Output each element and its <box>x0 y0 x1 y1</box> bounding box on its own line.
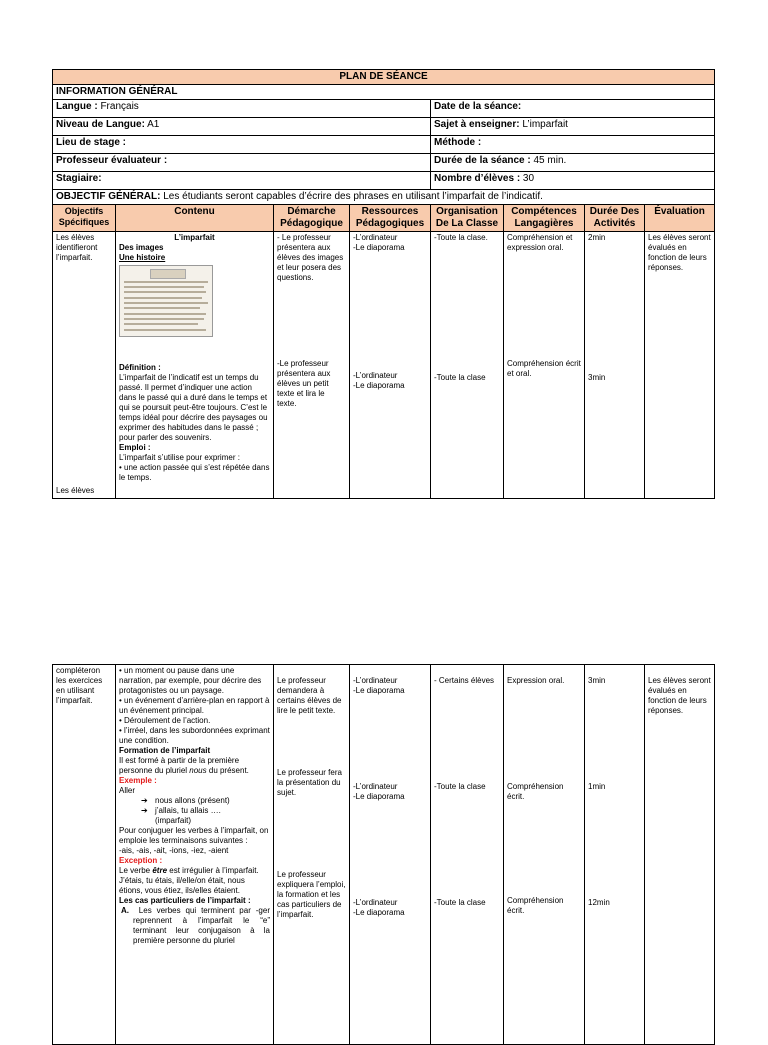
aller-text: Aller <box>119 786 136 795</box>
ressources-cell <box>350 232 431 499</box>
arrow-line-2: ➔ j’allais, tu allais …. <box>141 806 221 815</box>
ressources-2-1: -L’ordinateur -Le diaporama <box>353 676 405 695</box>
col-duree: Durée Des Activités <box>585 205 645 232</box>
exception-text: Le verbe être est irrégulier à l’imparfait. <box>119 866 259 875</box>
col-objectifs: Objectifs Spécifiques <box>53 205 116 232</box>
exemple-label: Exemple : <box>119 776 157 785</box>
arrow-line-1: ➔ nous allons (présent) <box>141 796 230 805</box>
contenu-title: L’imparfait <box>174 233 215 242</box>
organisation-2: -Toute la clase <box>434 373 486 382</box>
duree-field: Durée de la séance : 45 min. <box>431 154 715 172</box>
duree-1: 2min <box>588 233 606 242</box>
objectif-bottom: Les élèves <box>56 486 95 495</box>
definition-label: Définition : <box>119 363 161 372</box>
competences-1: Compréhension et expression oral. <box>507 233 573 252</box>
duree-2-3: 12min <box>588 898 610 907</box>
cas-a: A. Les verbes qui terminent par -ger reprennent à l’imparfait le “e” terminant leur conjugaison à la première personne du pluriel <box>121 906 270 945</box>
objectif-text: Les élèves identifieront l’imparfait. <box>56 233 98 262</box>
ressources-cell-2 <box>350 665 431 1045</box>
methode-field: Méthode : <box>431 136 715 154</box>
formation-label: Formation de l’imparfait <box>119 746 211 755</box>
cas-label: Les cas particuliers de l’imparfait : <box>119 896 251 905</box>
plan-title: PLAN DE SÉANCE <box>53 70 715 85</box>
arrow-right-icon: ➔ <box>141 806 148 815</box>
evaluation-cell-2 <box>645 665 715 1045</box>
section-title: INFORMATION GÉNÉRAL <box>53 85 715 100</box>
competences-2-2: Compréhension écrit. <box>507 782 564 801</box>
demarche-2: -Le professeur présentera aux élèves un petit texte et lira le texte. <box>277 359 331 408</box>
col-competences: Compétences Langagières <box>504 205 585 232</box>
objectif-cell-2 <box>53 665 116 1045</box>
col-demarche: Démarche Pédagogique <box>274 205 350 232</box>
col-evaluation: Évaluation <box>645 205 715 232</box>
story-image-title <box>150 269 186 279</box>
duree-cell <box>585 232 645 499</box>
emploi-item-5: • l’irréel, dans les subordonnées exprimant une condition. <box>119 726 270 745</box>
duree-cell-2 <box>585 665 645 1045</box>
col-contenu: Contenu <box>116 205 274 232</box>
contenu-cell-2 <box>116 665 274 1045</box>
competences-cell <box>504 232 585 499</box>
duree-2: 3min <box>588 373 606 382</box>
organisation-1: -Toute la clase. <box>434 233 488 242</box>
professeur-field: Professeur évaluateur : <box>53 154 431 172</box>
ressources-1: -L’ordinateur -Le diaporama <box>353 233 405 252</box>
ressources-2: -L’ordinateur -Le diaporama <box>353 371 405 390</box>
emploi-label: Emploi : <box>119 443 151 452</box>
nombre-field: Nombre d’élèves : 30 <box>431 172 715 190</box>
demarche-2-1: Le professeur demandera à certains élèves de lire le petit texte. <box>277 676 342 715</box>
stagiaire-field: Stagiaire: <box>53 172 431 190</box>
emploi-text: L’imparfait s’utilise pour exprimer : <box>119 453 240 462</box>
exception-label: Exception : <box>119 856 163 865</box>
conjug-text: Pour conjuguer les verbes à l’imparfait, on emploie les terminaisons suivantes : <box>119 826 269 845</box>
emploi-item-2: • un moment ou pause dans une narration, par exemple, pour décrire des protagonistes ou un paysage. <box>119 666 262 695</box>
col-organisation: Organisation De La Classe <box>431 205 504 232</box>
langue-field: Langue : Français <box>53 100 431 118</box>
objectif-cell <box>53 232 116 499</box>
organisation-cell <box>431 232 504 499</box>
evaluation-text: Les élèves seront évalués en fonction de leurs réponses. <box>648 233 711 272</box>
contenu-cell <box>116 232 274 499</box>
lieu-field: Lieu de stage : <box>53 136 431 154</box>
story-image <box>119 265 213 337</box>
objectif-text-2: compléteron les exercices en utilisant l’imparfait. <box>56 666 103 705</box>
ressources-2-2: -L’ordinateur -Le diaporama <box>353 782 405 801</box>
duree-2-1: 3min <box>588 676 606 685</box>
date-field: Date de la séance: <box>431 100 715 118</box>
competences-cell-2 <box>504 665 585 1045</box>
organisation-2-3: -Toute la clase <box>434 898 486 907</box>
formation-text: Il est formé à partir de la première personne du pluriel nous du présent. <box>119 756 249 775</box>
competences-2: Compréhension écrit et oral. <box>507 359 581 378</box>
organisation-cell-2 <box>431 665 504 1045</box>
competences-2-1: Expression oral. <box>507 676 565 685</box>
contenu-images: Des images <box>119 243 164 252</box>
demarche-cell-2 <box>274 665 350 1045</box>
emploi-item: • une action passée qui s’est répétée dans le temps. <box>119 463 270 482</box>
competences-2-3: Compréhension écrit. <box>507 896 564 915</box>
evaluation-text-2: Les élèves seront évalués en fonction de leurs réponses. <box>648 676 711 715</box>
objectif-general: OBJECTIF GÉNÉRAL: Les étudiants seront capables d’écrire des phrases en utilisant l’imparfait de l’indicatif. <box>53 190 715 205</box>
emploi-item-4: • Déroulement de l’action. <box>119 716 211 725</box>
organisation-2-1: - Certains élèves <box>434 676 495 685</box>
contenu-histoire: Une histoire <box>119 253 166 262</box>
demarche-2-3: Le professeur expliquera l’emploi, la formation et les cas particuliers de l’imparfait. <box>277 870 346 919</box>
definition-text: L’imparfait de l’indicatif est un temps du passé. Il permet d’indiquer une action dans le passé qui a duré dans le temps et qui se poursuit peut-être toujours. C’est le temps idéal pour décrire des paysages ou exprimer des habitudes dans le passé ; pour parler des souvenirs. <box>119 373 268 442</box>
duree-2-2: 1min <box>588 782 606 791</box>
emploi-item-3: • un événement d’arrière-plan en rapport à un événement principal. <box>119 696 270 715</box>
arrow-right-icon: ➔ <box>141 796 148 805</box>
etre-conjugaison: J’étais, tu étais, il/elle/on était, nous étions, vous étiez, ils/elles étaient. <box>119 876 245 895</box>
plan-table-page1 <box>52 69 715 499</box>
plan-table-page2 <box>52 664 715 1045</box>
evaluation-cell <box>645 232 715 499</box>
niveau-field: Niveau de Langue: A1 <box>53 118 431 136</box>
demarche-cell <box>274 232 350 499</box>
demarche-1: - Le professeur présentera aux élèves des images et leur posera des questions. <box>277 233 344 282</box>
terminaisons: -ais, -ais, -ait, -ions, -iez, -aient <box>119 846 229 855</box>
col-ressources: Ressources Pédagogiques <box>350 205 431 232</box>
ressources-2-3: -L’ordinateur -Le diaporama <box>353 898 405 917</box>
demarche-2-2: Le professeur fera la présentation du sujet. <box>277 768 342 797</box>
sujet-field: Sajet à enseigner: L’imparfait <box>431 118 715 136</box>
organisation-2-2: -Toute la clase <box>434 782 486 791</box>
arrow-line-2b: (imparfait) <box>155 816 192 825</box>
